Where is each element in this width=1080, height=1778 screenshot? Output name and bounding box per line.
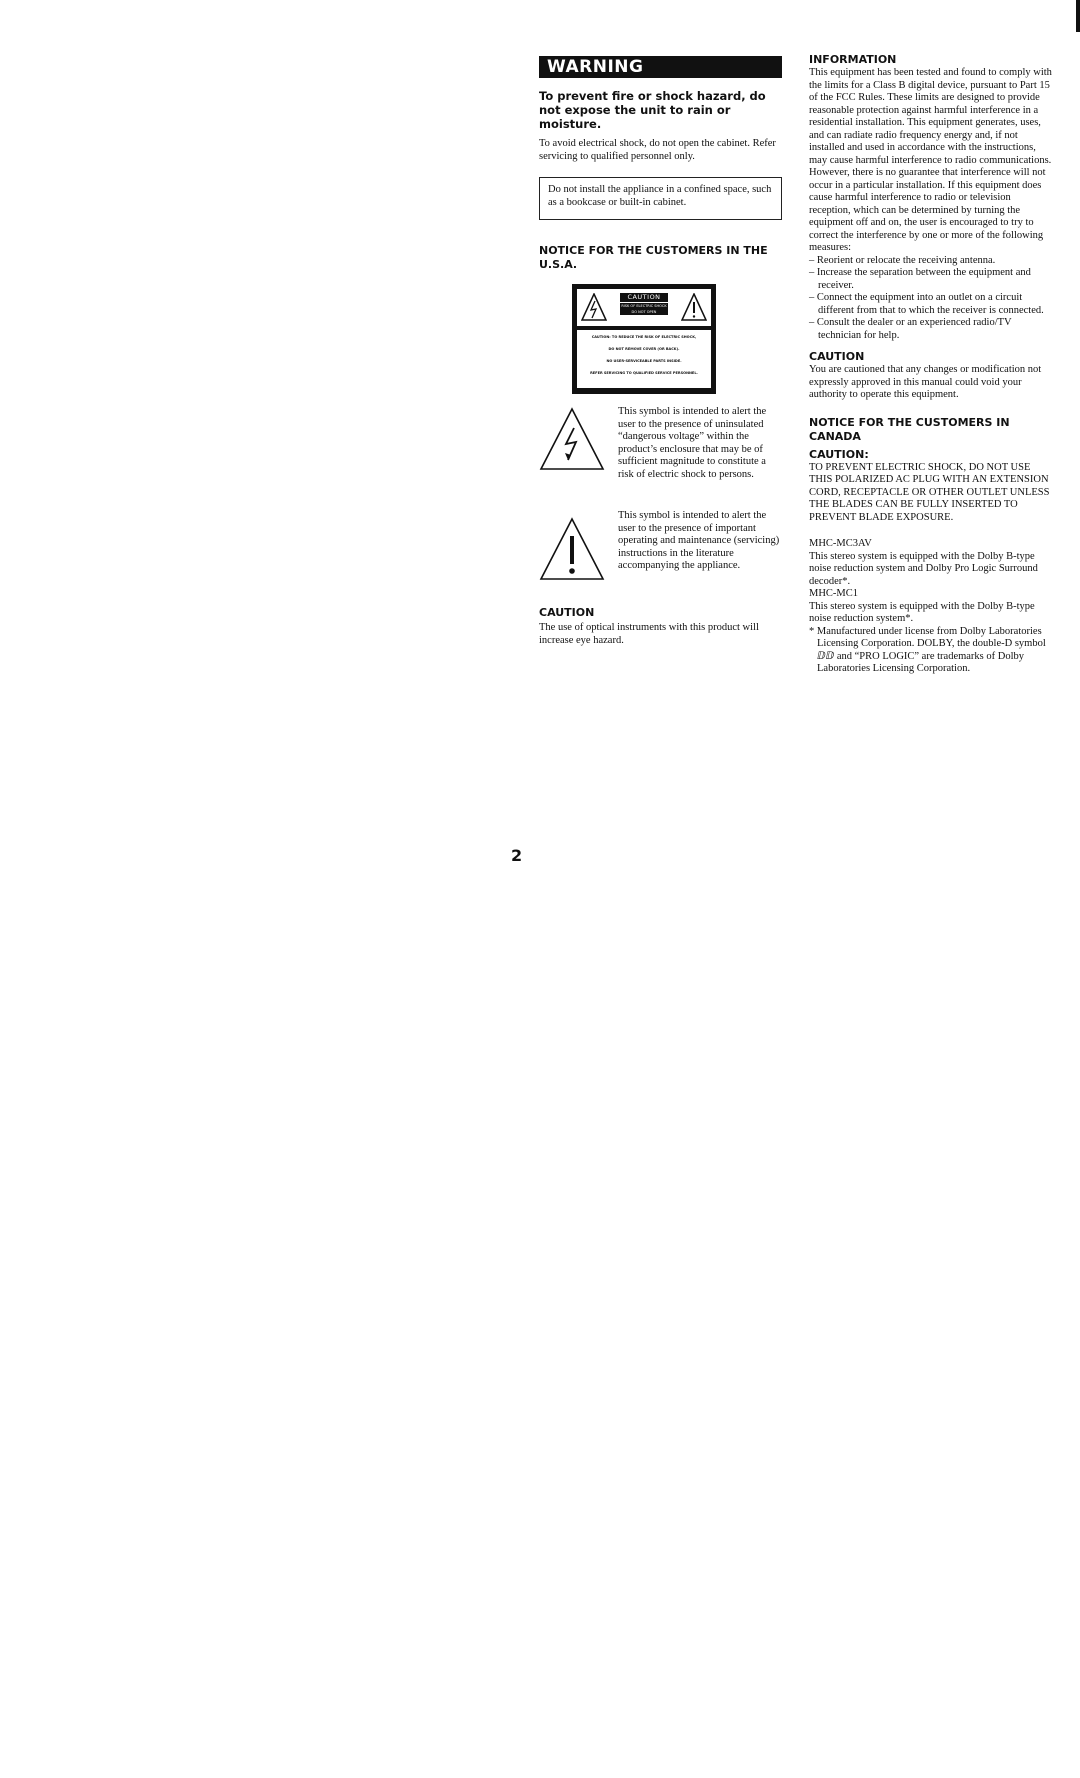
modification-caution-text: You are cautioned that any changes or modification not expressly approved in this manual could void your authority to operate this equipment. <box>809 364 1042 400</box>
label-line: CAUTION: TO REDUCE THE RISK OF ELECTRIC SHOCK, <box>591 335 697 339</box>
canada-notice-heading: NOTICE FOR THE CUSTOMERS IN CANADA <box>809 415 1010 443</box>
canada-caution-heading: CAUTION: <box>809 447 869 461</box>
right-column <box>809 53 1055 676</box>
exclamation-symbol-row <box>539 510 782 600</box>
interference-measures-list <box>809 255 1055 343</box>
caution-label-top <box>577 289 711 326</box>
optical-caution-text: The use of optical instruments with this product will increase eye hazard. <box>539 622 759 646</box>
model-mc1-name: MHC-MC1 <box>809 588 859 599</box>
lightning-symbol-row <box>539 406 782 496</box>
caution-label-image <box>572 284 716 394</box>
caution-label-bottom <box>577 330 711 388</box>
list-item: – Connect the equipment into an outlet on a circuit different from that to which the receiver is connected. <box>809 292 1044 316</box>
lightning-symbol-text: This symbol is intended to alert the user to the presence of uninsulated “dangerous voltage” within the product’s enclosure that may be of sufficient magnitude to constitute a risk of electric shock to persons. <box>618 406 767 480</box>
modification-caution-heading: CAUTION <box>809 350 865 363</box>
warning-subhead: To prevent fire or shock hazard, do not expose the unit to rain or moisture. <box>539 89 766 131</box>
warning-banner: WARNING <box>539 56 782 78</box>
list-item: – Reorient or relocate the receiving antenna. <box>809 254 996 266</box>
dolby-footnote: * Manufactured under license from Dolby Laboratories Licensing Corporation. DOLBY, the double-D symbol ⅅⅅ and “PRO LOGIC” are trademarks of Dolby Laboratories Licensing Corporation. <box>809 625 1046 674</box>
label-caution-title: CAUTION <box>620 293 668 302</box>
lightning-warning-icon <box>581 293 607 321</box>
left-column <box>539 56 782 647</box>
optical-caution-heading: CAUTION <box>539 606 595 619</box>
information-body: This equipment has been tested and found to comply with the limits for a Class B digital device, pursuant to Part 15 of the FCC Rules. These limits are designed to provide reasonable protection against harmful interference in a residential installation. This equipment generates, uses, and can radiate radio frequency energy and, if not installed and used in accordance with the instructions, may cause harmful interference to radio communications. However, there is no guarantee that interference will not occur in a particular installation. If this equipment does cause harmful interference to radio or television reception, which can be determined by turning the equipment off and on, the user is encouraged to try to correct the interference by one or more of the following measures: <box>809 67 1052 253</box>
model-mc3av-text: This stereo system is equipped with the Dolby B-type noise reduction system and Dolby Pro Logic Surround decoder*. <box>809 550 1038 587</box>
exclamation-warning-icon <box>681 293 707 321</box>
usa-notice-heading: NOTICE FOR THE CUSTOMERS IN THE U.S.A. <box>539 244 768 271</box>
canada-caution-text: TO PREVENT ELECTRIC SHOCK, DO NOT USE THIS POLARIZED AC PLUG WITH AN EXTENSION CORD, RECEPTACLE OR OTHER OUTLET UNLESS THE BLADES CAN BE FULLY INSERTED TO PREVENT BLADE EXPOSURE. <box>809 461 1050 523</box>
label-line: DO NOT REMOVE COVER (OR BACK). <box>608 347 680 351</box>
install-notice-box: Do not install the appliance in a confined space, such as a bookcase or built-in cabinet. <box>539 177 782 220</box>
exclamation-triangle-icon <box>539 516 605 582</box>
model-mc3av-name: MHC-MC3AV <box>809 538 872 549</box>
information-heading: INFORMATION <box>809 53 897 66</box>
label-risk-text: RISK OF ELECTRIC SHOCK DO NOT OPEN <box>621 304 667 314</box>
page-number: 2 <box>511 846 523 865</box>
edge-tab-mark <box>1076 0 1080 32</box>
list-item: – Consult the dealer or an experienced radio/TV technician for help. <box>809 317 1012 341</box>
model-mc1-text: This stereo system is equipped with the Dolby B-type noise reduction system*. <box>809 600 1035 624</box>
lightning-triangle-icon <box>539 406 605 472</box>
label-line: NO USER-SERVICEABLE PARTS INSIDE. <box>606 359 682 363</box>
exclamation-symbol-text: This symbol is intended to alert the user to the presence of important operating and maintenance (servicing) instructions in the literature accompanying the appliance. <box>618 510 780 571</box>
list-item: – Increase the separation between the equipment and receiver. <box>809 267 1031 291</box>
warning-body: To avoid electrical shock, do not open the cabinet. Refer servicing to qualified personnel only. <box>539 138 776 162</box>
label-line: REFER SERVICING TO QUALIFIED SERVICE PERSONNEL. <box>590 371 698 375</box>
